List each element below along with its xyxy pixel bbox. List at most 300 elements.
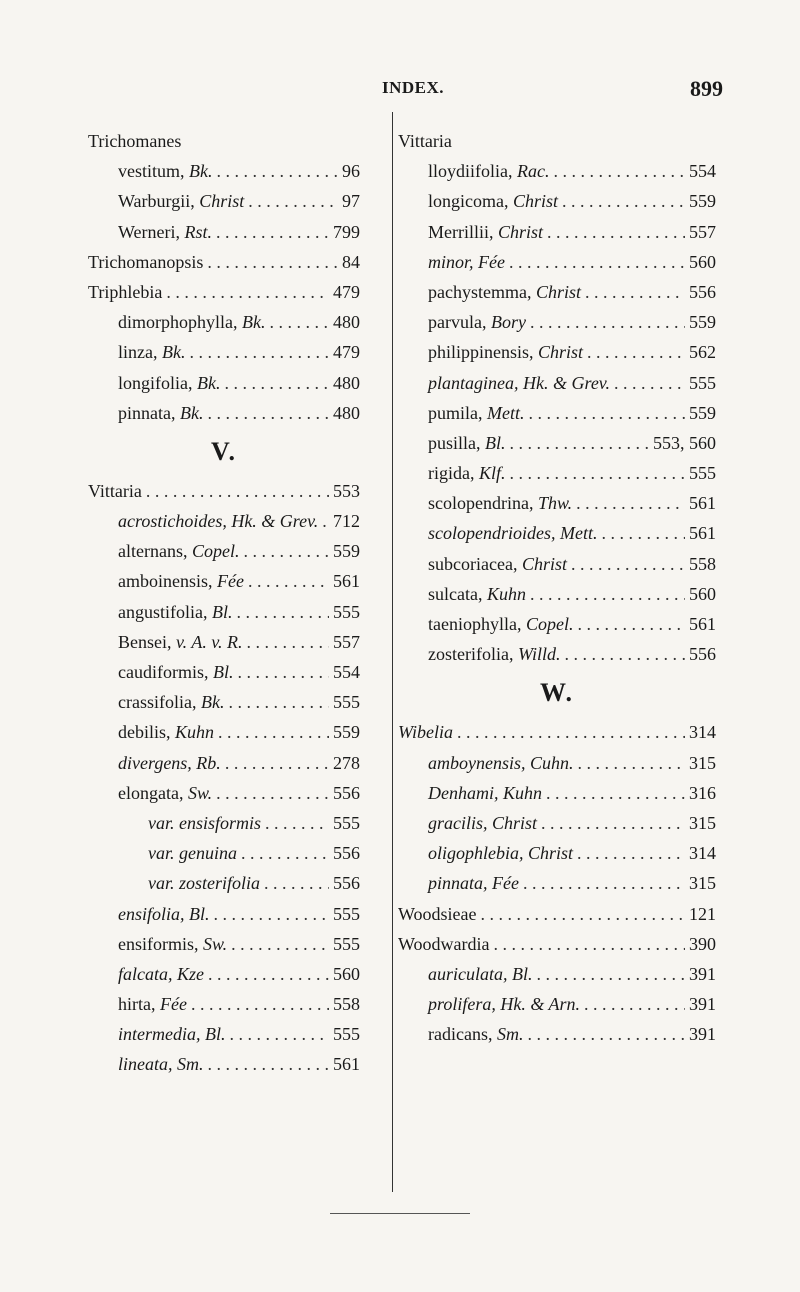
entry-page: 559 — [689, 312, 716, 333]
index-column-right — [398, 126, 716, 1049]
entry-term: elongata, — [118, 782, 184, 803]
index-entry — [398, 398, 716, 428]
entry-term: sulcata, — [428, 583, 483, 604]
leader-dots — [236, 597, 329, 627]
entry-name — [88, 247, 203, 277]
index-entry — [398, 639, 716, 669]
entry-term: plantaginea, Hk. & Grev. — [428, 372, 610, 393]
entry-name — [428, 959, 533, 989]
entry-term: rigida, — [428, 463, 475, 484]
leader-dots — [481, 899, 685, 929]
entry-term: Denhami, Kuhn — [428, 782, 542, 803]
index-entry — [88, 277, 360, 307]
entry-page: 554 — [689, 161, 716, 182]
entry-page: 555 — [689, 463, 716, 484]
entry-name — [428, 458, 506, 488]
leader-dots — [585, 277, 685, 307]
entry-page: 558 — [333, 994, 360, 1015]
entry-author: Bk. — [189, 161, 213, 182]
entry-page: 315 — [689, 752, 716, 773]
entry-term: lineata, Sm. — [118, 1054, 204, 1075]
entry-term: amboinensis, — [118, 571, 213, 592]
leader-dots — [322, 506, 329, 536]
entry-term: taeniophylla, — [428, 614, 522, 634]
leader-dots — [614, 368, 685, 398]
leader-dots — [562, 186, 685, 216]
entry-page: 556 — [689, 644, 716, 665]
entry-author: Rac. — [517, 161, 550, 182]
entry-term: pinnata, — [118, 402, 176, 423]
index-entry — [88, 566, 360, 596]
entry-name — [428, 247, 505, 277]
index-entry — [88, 506, 360, 536]
entry-page: 558 — [689, 553, 716, 574]
entry-term: Warburgii, — [118, 191, 195, 212]
entry-term: var. ensisformis — [148, 812, 262, 833]
leader-dots — [553, 156, 685, 186]
leader-dots — [530, 307, 685, 337]
leader-dots — [527, 1019, 685, 1049]
index-entry — [398, 368, 716, 398]
entry-term: ensiformis, — [118, 933, 199, 954]
entry-page: 555 — [333, 933, 360, 954]
entry-term: intermedia, Bl. — [118, 1024, 226, 1045]
entry-term: scolopendrioides, Mett. — [428, 523, 598, 544]
entry-page: 390 — [689, 933, 716, 954]
leader-dots — [229, 1019, 329, 1049]
entry-name — [118, 307, 265, 337]
leader-dots — [578, 748, 686, 778]
index-entry — [398, 428, 716, 458]
index-entry — [398, 609, 716, 639]
entry-author: Kuhn — [175, 722, 215, 743]
entry-name — [118, 959, 204, 989]
entry-author: Copel. — [525, 614, 574, 634]
entry-page: 561 — [689, 523, 716, 544]
index-entry — [398, 488, 716, 518]
index-entry — [398, 838, 716, 868]
index-entry — [398, 549, 716, 579]
index-entry — [398, 929, 716, 959]
entry-term: falcata, Kze — [118, 963, 204, 984]
entry-name — [428, 398, 525, 428]
entry-author: Bk. — [197, 372, 221, 393]
entry-page: 556 — [689, 281, 716, 302]
entry-page: 554 — [333, 662, 360, 682]
leader-dots — [166, 277, 329, 307]
entry-name — [428, 307, 526, 337]
entry-page: 556 — [333, 873, 360, 894]
entry-name — [428, 488, 572, 518]
leader-dots — [584, 989, 685, 1019]
entry-name — [428, 186, 558, 216]
index-entry — [398, 217, 716, 247]
index-entry — [88, 1019, 360, 1049]
entry-author: Willd. — [517, 644, 561, 665]
entry-name — [118, 657, 233, 687]
index-entry — [88, 156, 360, 186]
entry-name — [118, 989, 187, 1019]
leader-dots — [216, 778, 329, 808]
index-entry — [88, 899, 360, 929]
entry-page: 555 — [333, 903, 360, 924]
entry-name — [428, 639, 560, 669]
entry-name — [118, 337, 185, 367]
entry-name — [398, 717, 453, 747]
entry-author: Copel. — [191, 541, 240, 562]
entry-page: 561 — [333, 1054, 360, 1075]
entry-name — [148, 868, 260, 898]
leader-dots — [216, 156, 338, 186]
entry-name — [398, 929, 490, 959]
entry-page: 559 — [689, 402, 716, 423]
entry-page: 480 — [333, 402, 360, 423]
entry-name — [428, 1019, 523, 1049]
leader-dots — [571, 549, 685, 579]
entry-term: crassifolia, — [118, 692, 197, 713]
entry-name — [428, 609, 573, 639]
entry-author: Bk. — [179, 402, 204, 423]
entry-term: divergens, Rb. — [118, 752, 221, 773]
leader-dots — [576, 488, 685, 518]
index-entry — [88, 748, 360, 778]
entry-name — [118, 687, 224, 717]
entry-author: Sm. — [496, 1024, 524, 1045]
entry-term: amboynensis, Cuhn. — [428, 752, 574, 773]
index-entry — [398, 307, 716, 337]
leader-dots — [208, 959, 329, 989]
entry-name — [118, 717, 214, 747]
index-column-left — [88, 126, 360, 1080]
column-divider — [392, 112, 393, 1192]
leader-dots — [577, 609, 685, 639]
entry-author: Christ — [538, 342, 584, 363]
entry-name — [398, 126, 452, 156]
entry-name — [118, 506, 318, 536]
index-entry — [398, 778, 716, 808]
entry-author: Christ — [521, 553, 567, 574]
entry-author: Sw. — [187, 782, 213, 803]
entry-author: Thw. — [537, 493, 573, 514]
entry-name — [148, 838, 237, 868]
entry-page: 560 — [689, 583, 716, 604]
entry-term: radicans, — [428, 1024, 493, 1045]
leader-dots — [529, 398, 686, 428]
entry-author: Fée — [217, 571, 244, 592]
entry-name — [428, 808, 537, 838]
entry-term: zosterifolia, — [428, 644, 514, 665]
entry-page: 561 — [689, 493, 716, 514]
entry-term: Merrillii, — [428, 221, 494, 242]
index-entry — [88, 398, 360, 428]
entry-author: Bl. — [212, 662, 234, 682]
entry-page: 480 — [333, 312, 360, 333]
entry-name — [428, 428, 506, 458]
entry-term: auriculata, Bl. — [428, 963, 533, 984]
entry-term: lloydiifolia, — [428, 161, 513, 182]
entry-name — [428, 778, 542, 808]
entry-author: Sw. — [203, 933, 228, 954]
entry-page: 479 — [333, 342, 360, 363]
entry-author: Bl. — [211, 601, 233, 622]
index-entry — [398, 458, 716, 488]
leader-dots — [457, 717, 685, 747]
leader-dots — [208, 1049, 330, 1079]
entry-name — [118, 156, 212, 186]
leader-dots — [587, 337, 685, 367]
index-entry — [398, 717, 716, 747]
entry-name — [428, 868, 519, 898]
entry-term: philippinensis, — [428, 342, 534, 363]
leader-dots — [228, 687, 329, 717]
entry-author: Bory — [490, 312, 526, 333]
leader-dots — [265, 808, 329, 838]
index-entry — [88, 476, 360, 506]
index-entry — [88, 778, 360, 808]
index-entry — [398, 808, 716, 838]
entry-term: scolopendrina, — [428, 493, 534, 514]
entry-author: v. A. v. R. — [176, 631, 243, 652]
entry-page: 557 — [689, 221, 716, 242]
entry-page: 555 — [689, 372, 716, 393]
entry-author: Klf. — [479, 463, 506, 484]
leader-dots — [546, 778, 685, 808]
leader-dots — [189, 337, 329, 367]
entry-name — [118, 368, 220, 398]
index-entry — [88, 247, 360, 277]
entry-term: pachystemma, — [428, 281, 532, 302]
entry-name — [118, 1019, 225, 1049]
entry-page: 391 — [689, 963, 716, 984]
entry-author: Christ — [199, 191, 245, 212]
index-entry — [398, 748, 716, 778]
index-entry — [398, 186, 716, 216]
leader-dots — [530, 579, 685, 609]
index-entry — [88, 808, 360, 838]
entry-author: Bk. — [200, 692, 225, 713]
index-entry — [88, 217, 360, 247]
entry-page: 560 — [333, 963, 360, 984]
entry-name — [118, 899, 210, 929]
leader-dots — [248, 186, 338, 216]
entry-name — [118, 627, 242, 657]
entry-term: Woodwardia — [398, 933, 490, 954]
leader-dots — [224, 368, 329, 398]
entry-author: Bk. — [161, 342, 186, 363]
entry-term: oligophlebia, Christ — [428, 843, 574, 864]
entry-name — [428, 368, 610, 398]
entry-name — [118, 748, 221, 778]
leader-dots — [541, 808, 685, 838]
leader-dots — [214, 899, 330, 929]
entry-name — [428, 156, 549, 186]
entry-author: Kuhn — [486, 583, 526, 604]
entry-page: 391 — [689, 994, 716, 1015]
entry-name — [428, 277, 581, 307]
page-header — [0, 78, 800, 108]
entry-term: var. genuina — [148, 843, 237, 864]
entry-term: gracilis, Christ — [428, 812, 538, 833]
entry-term: longicoma, — [428, 191, 509, 212]
entry-page: 314 — [689, 722, 716, 743]
index-entry — [88, 627, 360, 657]
section-letter: W. — [539, 678, 575, 708]
leader-dots — [509, 247, 685, 277]
index-entry — [398, 518, 716, 548]
index-entry — [88, 1049, 360, 1079]
leader-dots — [547, 217, 685, 247]
leader-dots — [577, 838, 685, 868]
entry-page: 121 — [689, 903, 716, 924]
leader-dots — [601, 518, 685, 548]
entry-author: Mett. — [487, 402, 525, 423]
entry-page: 84 — [342, 251, 360, 272]
page-title: INDEX. — [382, 78, 445, 97]
entry-term: ensifolia, Bl. — [118, 903, 210, 924]
entry-term: pusilla, — [428, 432, 481, 453]
entry-term: Vittaria — [88, 480, 142, 501]
index-entry — [398, 126, 716, 156]
leader-dots — [216, 217, 329, 247]
leader-dots — [207, 247, 338, 277]
index-entry — [398, 337, 716, 367]
entry-term: alternans, — [118, 541, 188, 562]
index-entry — [88, 687, 360, 717]
index-entry — [88, 368, 360, 398]
entry-page: 556 — [333, 782, 360, 803]
entry-term: Werneri, — [118, 221, 181, 242]
leader-dots — [231, 929, 329, 959]
footer-rule — [330, 1213, 470, 1214]
leader-dots — [237, 657, 329, 687]
entry-author: Christ — [535, 281, 581, 302]
leader-dots — [241, 838, 329, 868]
entry-page: 555 — [333, 812, 360, 833]
entry-page: 555 — [333, 601, 360, 622]
entry-term: Triphlebia — [88, 281, 163, 302]
entry-term: Wibelia — [398, 722, 453, 743]
leader-dots — [243, 536, 329, 566]
index-entry — [88, 959, 360, 989]
entry-page: 560 — [689, 251, 716, 272]
index-entry — [398, 959, 716, 989]
entry-page: 559 — [333, 722, 360, 743]
entry-page: 391 — [689, 1024, 716, 1045]
entry-name — [428, 518, 597, 548]
leader-dots — [248, 566, 329, 596]
entry-term: subcoriacea, — [428, 553, 518, 574]
entry-name — [118, 186, 244, 216]
index-entry — [398, 1019, 716, 1049]
entry-name — [88, 476, 142, 506]
entry-name — [428, 337, 583, 367]
entry-term: pumila, — [428, 402, 483, 423]
leader-dots — [146, 476, 329, 506]
index-entry — [88, 597, 360, 627]
entry-name — [118, 778, 212, 808]
entry-page: 479 — [333, 281, 360, 302]
entry-page: 553, 560 — [653, 432, 716, 453]
entry-name — [118, 398, 203, 428]
index-entry — [88, 838, 360, 868]
entry-name — [88, 126, 181, 156]
entry-page: 278 — [333, 752, 360, 773]
index-entry — [398, 156, 716, 186]
entry-name — [428, 579, 526, 609]
entry-term: Bensei, — [118, 631, 172, 652]
page-number: 899 — [690, 76, 723, 101]
entry-page: 314 — [689, 843, 716, 864]
index-entry — [398, 579, 716, 609]
leader-dots — [191, 989, 329, 1019]
entry-name — [428, 549, 567, 579]
entry-page: 555 — [333, 1024, 360, 1045]
entry-name — [428, 989, 580, 1019]
index-entry — [88, 717, 360, 747]
entry-page: 97 — [342, 191, 360, 212]
index-entry — [88, 536, 360, 566]
entry-page: 557 — [333, 631, 360, 652]
entry-page: 559 — [333, 541, 360, 562]
entry-term: prolifera, Hk. & Arn. — [428, 994, 580, 1015]
leader-dots — [494, 929, 685, 959]
leader-dots — [537, 959, 686, 989]
leader-dots — [523, 868, 685, 898]
index-entry — [88, 307, 360, 337]
entry-page: 555 — [333, 692, 360, 713]
entry-term: linza, — [118, 342, 158, 363]
entry-name — [88, 277, 162, 307]
entry-page: 561 — [689, 614, 716, 634]
leader-dots — [510, 428, 650, 458]
entry-name — [398, 899, 477, 929]
entry-name — [428, 748, 574, 778]
index-entry — [398, 899, 716, 929]
index-entry — [398, 868, 716, 898]
leader-dots — [564, 639, 685, 669]
entry-name — [118, 1049, 204, 1079]
entry-name — [428, 217, 543, 247]
entry-name — [118, 566, 244, 596]
index-entry — [88, 868, 360, 898]
entry-term: Trichomanes — [88, 131, 182, 151]
entry-page: 562 — [689, 342, 716, 363]
entry-page: 96 — [342, 161, 360, 182]
entry-term: dimorphophylla, — [118, 312, 238, 333]
entry-page: 316 — [689, 782, 716, 803]
section-letter: V. — [211, 436, 237, 466]
index-entry — [88, 657, 360, 687]
entry-term: debilis, — [118, 722, 171, 743]
entry-page: 799 — [333, 221, 360, 242]
entry-term: longifolia, — [118, 372, 193, 393]
leader-dots — [246, 627, 329, 657]
entry-page: 712 — [333, 511, 360, 532]
entry-term: Woodsieae — [398, 903, 477, 924]
entry-author: Bl. — [485, 432, 506, 453]
index-entry — [398, 989, 716, 1019]
entry-term: var. zosterifolia — [148, 873, 261, 894]
entry-page: 559 — [689, 191, 716, 212]
index-entry — [88, 929, 360, 959]
entry-author: Fée — [160, 994, 187, 1015]
entry-term: parvula, — [428, 312, 487, 333]
entry-author: Christ — [512, 191, 559, 212]
index-entry — [88, 126, 360, 156]
leader-dots — [264, 868, 329, 898]
entry-term: caudiformis, — [118, 662, 209, 682]
entry-term: acrostichoides, Hk. & Grev. — [118, 511, 319, 532]
